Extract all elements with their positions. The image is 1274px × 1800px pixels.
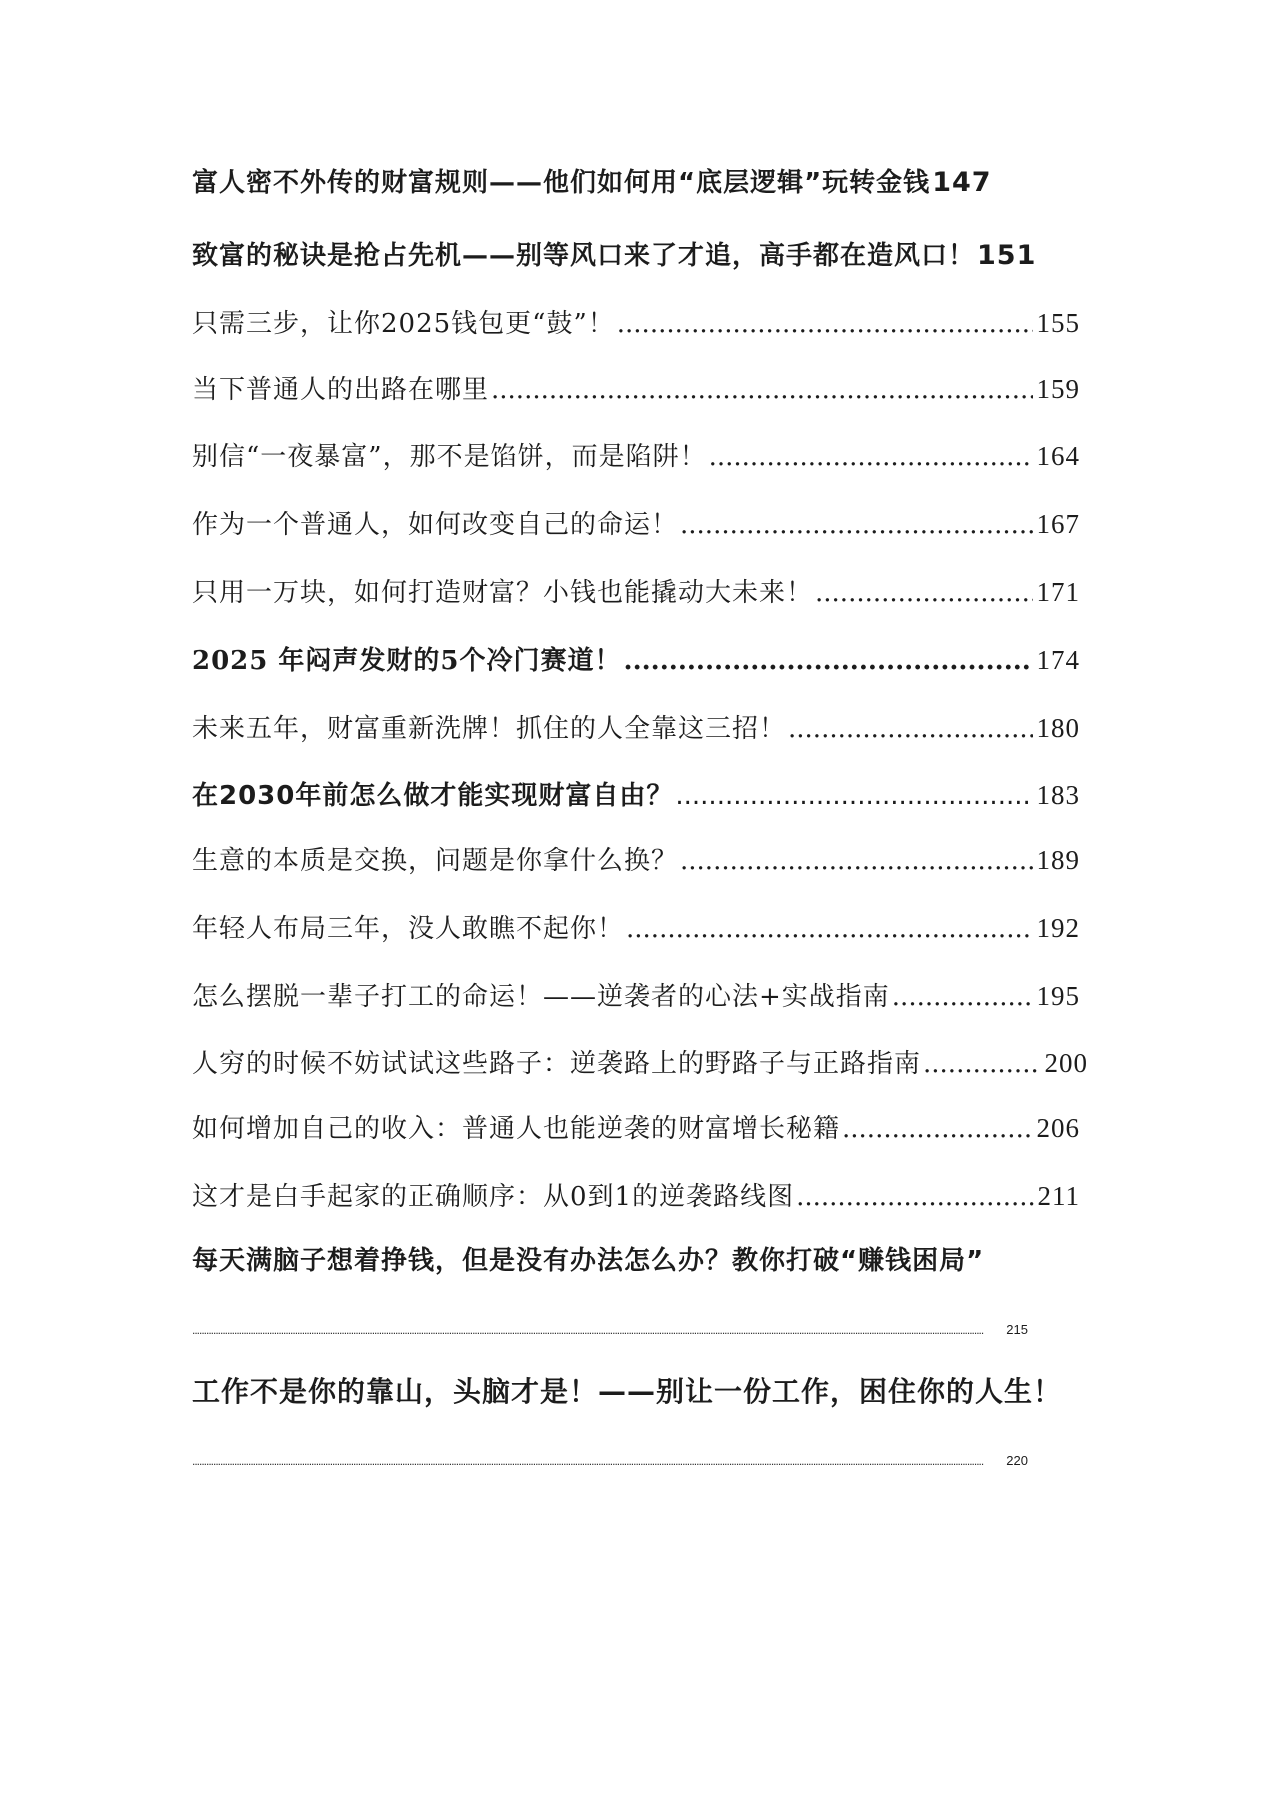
toc-entry[interactable] xyxy=(192,1047,1088,1080)
toc-entry[interactable] xyxy=(192,440,1080,473)
toc-leader-dots xyxy=(680,509,1032,541)
toc-entry-title: 生意的本质是交换，问题是你拿什么换？ xyxy=(192,846,679,876)
toc-entry-title: 富人密不外传的财富规则——他们如何用“底层逻辑”玩转金钱 xyxy=(192,168,931,198)
toc-entry-page: 155 xyxy=(1036,308,1080,338)
toc-entry[interactable] xyxy=(192,1245,984,1277)
toc-entry-page: 206 xyxy=(1036,1113,1080,1143)
toc-leader-line[interactable] xyxy=(192,1322,1028,1337)
toc-entry-page: 192 xyxy=(1036,913,1080,943)
toc-entry-page: 189 xyxy=(1036,845,1080,875)
toc-entry[interactable] xyxy=(192,167,992,199)
toc-leader-dots xyxy=(842,1113,1032,1145)
toc-entry-title: 每天满脑子想着挣钱，但是没有办法怎么办？教你打破“赚钱困局” xyxy=(192,1246,985,1276)
toc-entry-page: 171 xyxy=(1036,577,1080,607)
toc-entry-title: 2025 年闷声发财的5个冷门赛道！ xyxy=(192,646,622,676)
toc-entry-title: 如何增加自己的收入：普通人也能逆袭的财富增长秘籍 xyxy=(192,1114,841,1144)
toc-leader-dots xyxy=(624,645,1033,677)
toc-entry-title: 别信“一夜暴富”，那不是馅饼，而是陷阱！ xyxy=(192,442,707,472)
toc-entry[interactable] xyxy=(192,1376,1062,1408)
toc-entry-page: 159 xyxy=(1036,374,1080,404)
toc-entry-title: 作为一个普通人，如何改变自己的命运！ xyxy=(192,510,679,540)
toc-leader-dots xyxy=(892,981,1033,1013)
toc-leader-dots xyxy=(923,1048,1040,1080)
toc-entry[interactable] xyxy=(192,307,1080,340)
toc-entry-page: 215 xyxy=(1006,1322,1028,1337)
toc-entry-page: 147 xyxy=(932,167,992,198)
toc-leader-dots xyxy=(709,441,1033,473)
toc-entry[interactable] xyxy=(192,844,1080,877)
toc-leader-dots xyxy=(675,780,1032,812)
toc-entry-page: 195 xyxy=(1036,981,1080,1011)
toc-entry[interactable] xyxy=(192,508,1080,541)
toc-entry-page: 183 xyxy=(1036,780,1080,810)
toc-leader-dots xyxy=(788,713,1032,745)
toc-entry[interactable] xyxy=(192,644,1080,677)
toc-entry-title: 怎么摆脱一辈子打工的命运！——逆袭者的心法+实战指南 xyxy=(192,982,890,1012)
toc-entry[interactable] xyxy=(192,779,1080,812)
toc-entry-page: 180 xyxy=(1036,713,1080,743)
toc-entry[interactable] xyxy=(192,1180,1080,1213)
toc-entry-title: 在2030年前怎么做才能实现财富自由？ xyxy=(192,781,674,811)
toc-leader-dots xyxy=(192,1454,998,1468)
toc-entry-page: 211 xyxy=(1037,1181,1080,1211)
toc-entry-title: 年轻人布局三年，没人敢瞧不起你！ xyxy=(192,914,625,944)
toc-entry-title: 当下普通人的出路在哪里 xyxy=(192,375,490,405)
toc-leader-dots xyxy=(192,1323,998,1337)
toc-entry-title: 人穷的时候不妨试试这些路子：逆袭路上的野路子与正路指南 xyxy=(192,1049,922,1079)
toc-leader-dots xyxy=(796,1181,1033,1213)
toc-entry[interactable] xyxy=(192,712,1080,745)
toc-entry-title: 这才是白手起家的正确顺序：从0到1的逆袭路线图 xyxy=(192,1182,795,1212)
toc-entry[interactable] xyxy=(192,373,1080,406)
toc-entry[interactable] xyxy=(192,576,1080,609)
toc-leader-dots xyxy=(815,577,1032,609)
toc-entry-page: 200 xyxy=(1044,1048,1088,1078)
toc-leader-dots xyxy=(680,845,1032,877)
toc-leader-dots xyxy=(626,913,1032,945)
toc-entry-title: 致富的秘诀是抢占先机——别等风口来了才追，高手都在造风口！ xyxy=(192,241,976,271)
toc-entry-page: 151 xyxy=(977,240,1037,271)
toc-entry[interactable] xyxy=(192,980,1080,1013)
toc-leader-dots xyxy=(617,308,1033,340)
toc-entry[interactable] xyxy=(192,912,1080,945)
toc-entry-title: 只用一万块，如何打造财富？小钱也能撬动大未来！ xyxy=(192,578,814,608)
toc-entry[interactable] xyxy=(192,1112,1080,1145)
toc-entry-title: 未来五年，财富重新洗牌！抓住的人全靠这三招！ xyxy=(192,714,787,744)
toc-entry-page: 167 xyxy=(1036,509,1080,539)
toc-leader-line[interactable] xyxy=(192,1453,1028,1468)
toc-entry-title: 工作不是你的靠山，头脑才是！——别让一份工作，困住你的人生！ xyxy=(192,1375,1063,1408)
toc-entry-page: 174 xyxy=(1036,645,1080,675)
toc-entry[interactable] xyxy=(192,240,1036,272)
toc-entry-page: 220 xyxy=(1006,1453,1028,1468)
toc-entry-title: 只需三步，让你2025钱包更“鼓”！ xyxy=(192,309,615,339)
toc-leader-dots xyxy=(491,374,1032,406)
toc-entry-page: 164 xyxy=(1036,441,1080,471)
